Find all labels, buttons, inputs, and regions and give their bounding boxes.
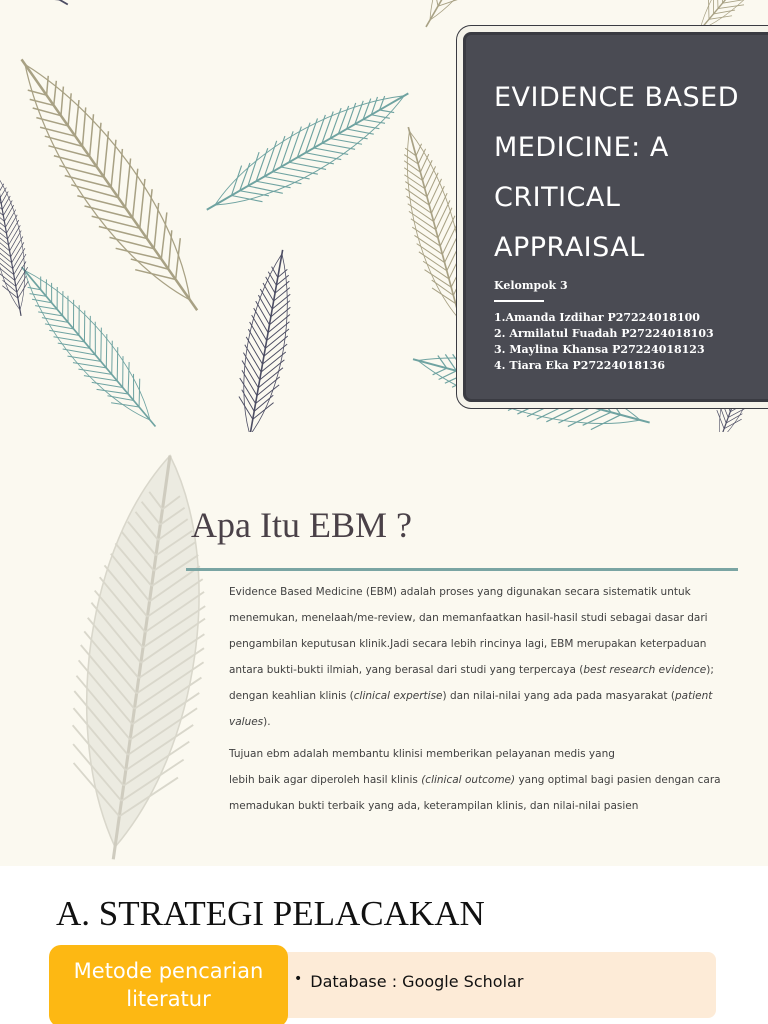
italic-term: patient bbox=[674, 690, 713, 702]
text-line: Evidence Based Medicine (EBM) adalah proses yang digunakan secara sistematik untuk bbox=[229, 586, 691, 598]
italic-term: clinical expertise bbox=[353, 690, 443, 702]
italic-term: (clinical outcome) bbox=[421, 774, 516, 786]
title-slide bbox=[0, 0, 768, 432]
ebm-body-text bbox=[229, 579, 739, 819]
text-line bbox=[229, 767, 739, 793]
ebm-goal-paragraph bbox=[229, 741, 739, 819]
text-line: menemukan, menelaah/me-review, dan memanfaatkan hasil-hasil studi sebagai dasar dari bbox=[229, 612, 708, 624]
text-span: antara bukti-bukti ilmiah, yang berasal dari studi yang terpercaya ( bbox=[229, 664, 584, 676]
ebm-definition-slide bbox=[0, 432, 768, 866]
member-item: 1.Amanda Izdihar P27224018100 bbox=[494, 311, 700, 324]
text-line: memadukan bukti terbaik yang ada, keterampilan klinis, dan nilai-nilai pasien bbox=[229, 800, 639, 812]
text-span: yang optimal bagi pasien dengan cara bbox=[515, 774, 721, 786]
bullet-text: Database : Google Scholar bbox=[310, 972, 524, 991]
ebm-heading: Apa Itu EBM ? bbox=[191, 505, 412, 545]
strategy-heading: A. STRATEGI PELACAKAN bbox=[56, 894, 485, 933]
method-label-box: Metode pencarian literatur bbox=[49, 945, 288, 1024]
ebm-definition-paragraph bbox=[229, 579, 739, 735]
presentation-title: EVIDENCE BASED MEDICINE: A CRITICAL APPRAISAL bbox=[494, 82, 740, 263]
search-strategy-slide bbox=[0, 866, 768, 1024]
text-span: ). bbox=[263, 716, 271, 728]
text-line: Tujuan ebm adalah membantu klinisi memberikan pelayanan medis yang bbox=[229, 748, 615, 760]
feather-decoration bbox=[0, 432, 260, 866]
text-line bbox=[229, 709, 739, 735]
bullet-dot: • bbox=[294, 971, 303, 987]
text-span: lebih baik agar diperoleh hasil klinis bbox=[229, 774, 422, 786]
group-label: Kelompok 3 bbox=[494, 279, 568, 292]
italic-term: values bbox=[229, 716, 264, 728]
text-span: ) dan nilai-nilai yang ada pada masyarakat ( bbox=[442, 690, 675, 702]
text-line bbox=[229, 657, 739, 683]
heading-divider bbox=[186, 568, 738, 571]
title-box bbox=[463, 32, 768, 402]
member-list bbox=[494, 310, 752, 374]
italic-term: best research evidence bbox=[583, 664, 707, 676]
text-span: ); bbox=[706, 664, 714, 676]
member-item: 2. Armilatul Fuadah P27224018103 bbox=[494, 327, 714, 340]
title-rule bbox=[494, 300, 544, 302]
database-bullet bbox=[294, 972, 523, 991]
text-line: pengambilan keputusan klinik.Jadi secara lebih rincinya lagi, EBM merupakan keterpaduan bbox=[229, 638, 707, 650]
text-line bbox=[229, 683, 739, 709]
text-span: dengan keahlian klinis ( bbox=[229, 690, 354, 702]
member-item: 3. Maylina Khansa P27224018123 bbox=[494, 343, 705, 356]
member-item: 4. Tiara Eka P27224018136 bbox=[494, 359, 665, 372]
